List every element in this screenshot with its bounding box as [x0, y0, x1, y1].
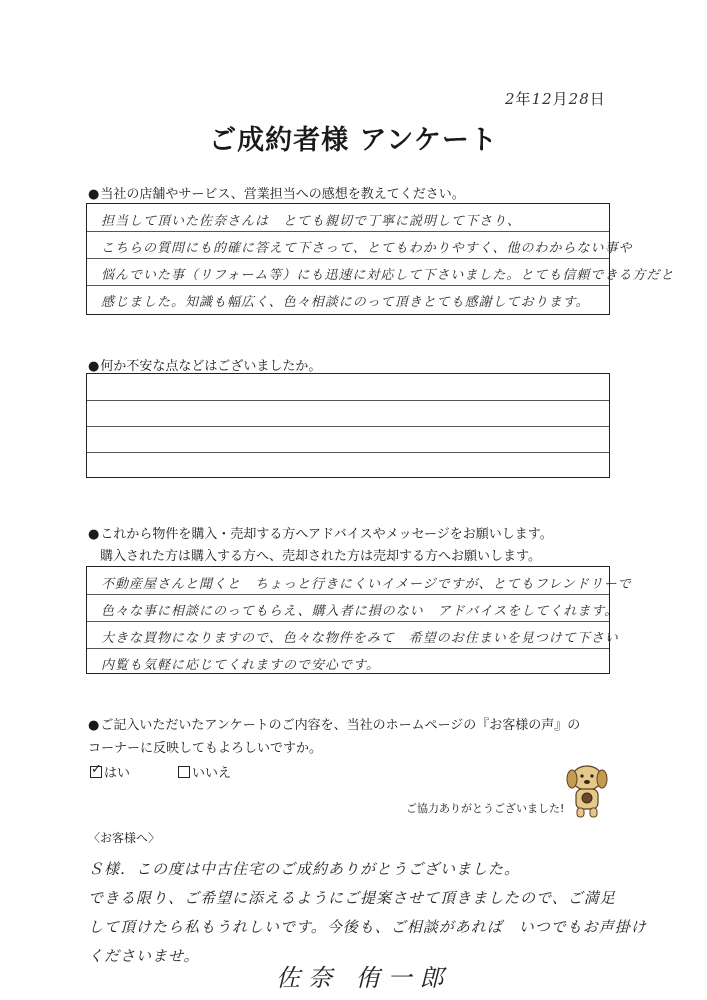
date-year: 2 — [505, 90, 516, 108]
date-year-unit: 年 — [515, 90, 532, 108]
answer-3-line-1: 不動産屋さんと聞くと ちょっと行きにくいイメージですが、とてもフレンドリーで — [101, 577, 632, 592]
bullet-icon: ● — [88, 718, 100, 733]
bullet-icon: ● — [88, 359, 100, 374]
date-day-unit: 日 — [589, 90, 606, 108]
page-title: ご成約者様 アンケート — [209, 125, 498, 156]
consent-no-checkbox[interactable] — [178, 762, 231, 781]
customer-message-line-4: くださいませ。 — [88, 947, 200, 965]
question-3 — [88, 523, 553, 542]
answer-3-line-2: 色々な事に相談にのってもらえ、購入者に損のない アドバイスをしてくれます。 — [101, 604, 619, 619]
date-month: 12 — [531, 90, 553, 108]
question-4-text: ご記入いただいたアンケートのご内容を、当社のホームページの『お客様の声』の — [100, 718, 581, 733]
customer-message-label: 〈お客様へ〉 — [88, 831, 161, 845]
question-3-subtext: 購入された方は購入する方へ、売却された方は売却する方へお願いします。 — [100, 549, 541, 564]
question-1 — [88, 183, 465, 202]
staff-signature: 佐奈 侑一郎 — [276, 964, 452, 992]
checkbox-checked-icon — [90, 766, 102, 778]
bullet-icon: ● — [88, 527, 100, 542]
dog-mascot-icon — [562, 762, 612, 820]
date-day: 28 — [568, 90, 590, 108]
question-4 — [88, 714, 580, 733]
customer-message-line-3: して頂けたら私もうれしいです。今後も、ご相談があれば いつでもお声掛け — [88, 918, 647, 936]
answer-box-1 — [86, 203, 675, 315]
answer-1-line-2: こちらの質問にも的確に答えて下さって、とてもわかりやすく、他のわからない事や — [101, 241, 633, 256]
question-4-subtext: コーナーに反映してもよろしいですか。 — [88, 741, 323, 756]
bullet-icon: ● — [88, 187, 100, 202]
question-3-text: これから物件を購入・売却する方へアドバイスやメッセージをお願いします。 — [100, 527, 553, 542]
consent-no-label: いいえ — [192, 766, 232, 781]
answer-3-line-3: 大きな買物になりますので、色々な物件をみて 希望のお住まいを見つけて下さい — [101, 631, 619, 646]
answer-box-2 — [86, 373, 610, 478]
answer-1-line-4: 感じました。知識も幅広く、色々相談にのって頂きとても感謝しております。 — [101, 295, 590, 310]
answer-3-line-4: 内覧も気軽に応じてくれますので安心です。 — [101, 658, 380, 673]
customer-message-line-1: Ｓ様．この度は中古住宅のご成約ありがとうございました。 — [88, 860, 521, 878]
survey-date — [505, 88, 606, 109]
answer-1-line-1: 担当して頂いた佐奈さんは とても親切で丁寧に説明して下さり、 — [101, 214, 522, 229]
customer-message-line-2: できる限り、ご希望に添えるようにご提案させて頂きましたので、ご満足 — [88, 889, 616, 907]
answer-1-line-3: 悩んでいた事（リフォーム等）にも迅速に対応して下さいました。とても信頼できる方だと — [101, 268, 675, 283]
checkbox-empty-icon — [178, 766, 190, 778]
question-2 — [88, 355, 321, 374]
date-month-unit: 月 — [552, 90, 569, 108]
consent-yes-checkbox[interactable] — [90, 762, 130, 781]
question-1-text: 当社の店舗やサービス、営業担当への感想を教えてください。 — [100, 187, 465, 202]
question-2-text: 何か不安な点などはございましたか。 — [100, 359, 322, 374]
consent-yes-label: はい — [104, 766, 131, 781]
answer-box-3 — [86, 566, 632, 674]
thanks-message: ご協力ありがとうございました! — [406, 802, 565, 815]
